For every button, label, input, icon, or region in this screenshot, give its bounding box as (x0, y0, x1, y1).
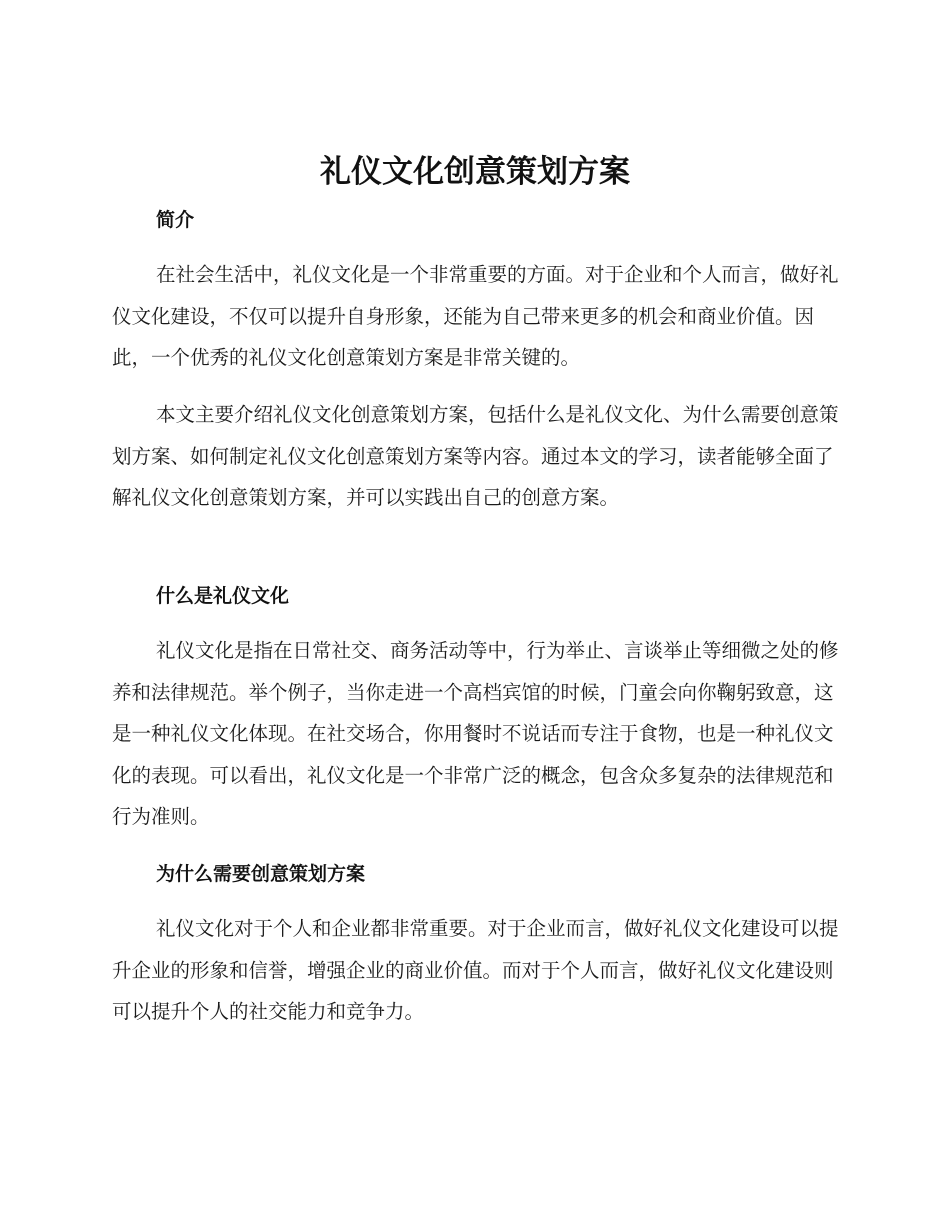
section-heading-what-is-etiquette: 什么是礼仪文化 (156, 585, 290, 607)
section-heading-why-creative-plan: 为什么需要创意策划方案 (156, 863, 366, 885)
document-title: 礼仪文化创意策划方案 (320, 154, 630, 190)
section-heading-intro: 简介 (156, 209, 195, 231)
paragraph-intro-2: 本文主要介绍礼仪文化创意策划方案，包括什么是礼仪文化、为什么需要创意策划方案、如何制定礼仪文化创意策划方案等内容。通过本文的学习，读者能够全面了解礼仪文化创意策划方案，并可以实践出自己的创意方案。 (112, 403, 839, 509)
paragraph-intro-1: 在社会生活中，礼仪文化是一个非常重要的方面。对于企业和个人而言，做好礼仪文化建设，不仅可以提升自身形象，还能为自己带来更多的机会和商业价值。因此，一个优秀的礼仪文化创意策划方案是非常关键的。 (112, 263, 839, 369)
paragraph-why-creative-plan: 礼仪文化对于个人和企业都非常重要。对于企业而言，做好礼仪文化建设可以提升企业的形象和信誉，增强企业的商业价值。而对于个人而言，做好礼仪文化建设则可以提升个人的社交能力和竞争力。 (112, 917, 839, 1023)
paragraph-what-is-etiquette: 礼仪文化是指在日常社交、商务活动等中，行为举止、言谈举止等细微之处的修养和法律规范。举个例子，当你走进一个高档宾馆的时候，门童会向你鞠躬致意，这是一种礼仪文化体现。在社交场合，你用餐时不说话而专注于食物，也是一种礼仪文化的表现。可以看出，礼仪文化是一个非常广泛的概念，包含众多复杂的法律规范和行为准则。 (112, 639, 839, 828)
